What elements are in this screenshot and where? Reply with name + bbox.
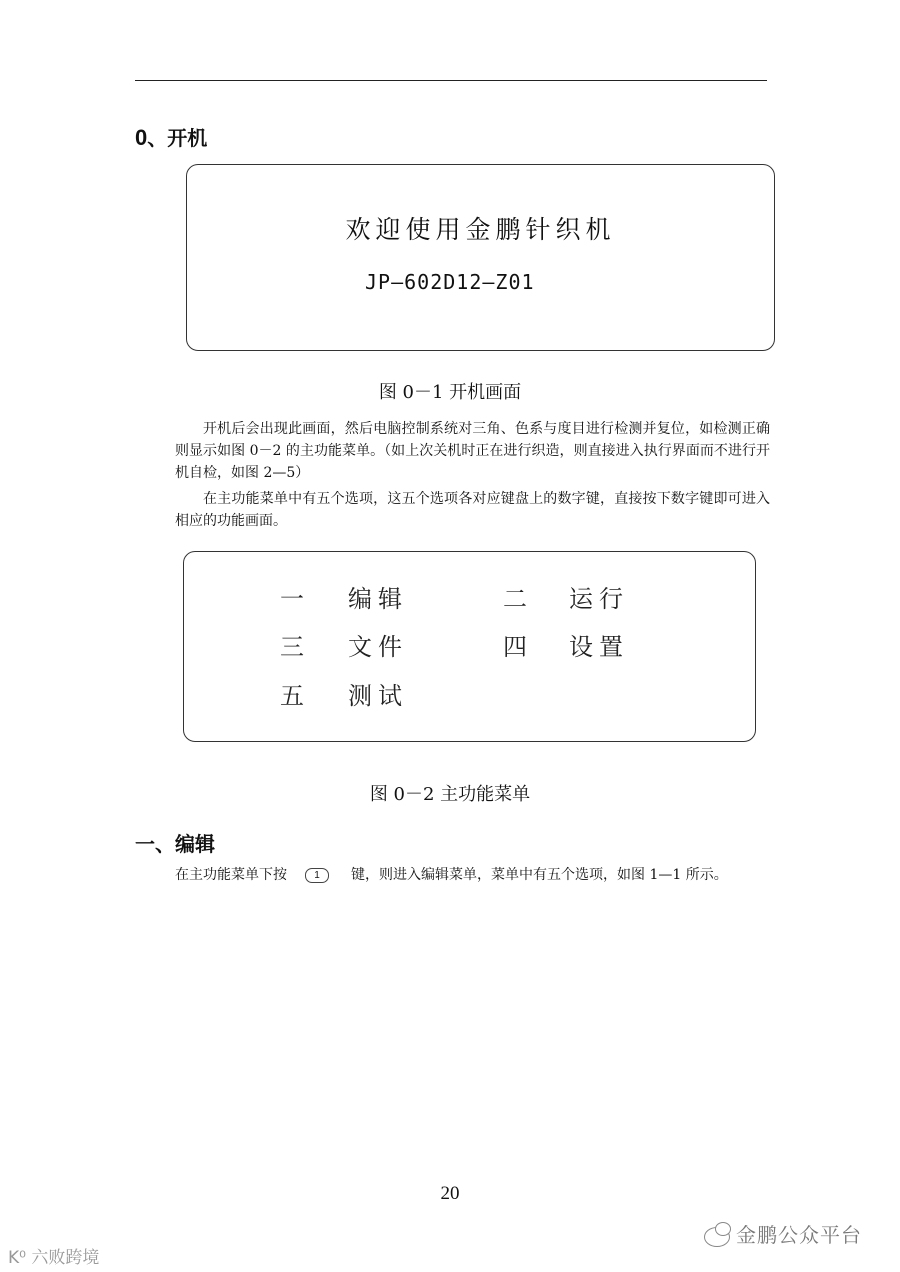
menu-item-label: 运行: [569, 585, 629, 613]
watermark-platform: [704, 1219, 862, 1248]
menu-item-label: 文件: [348, 633, 408, 661]
menu-item-label: 设置: [569, 633, 629, 661]
startup-screen-figure: [186, 164, 775, 351]
section-heading-edit: 一、编辑: [135, 832, 215, 856]
section-heading-startup: [135, 122, 207, 151]
section-number: 0: [135, 125, 148, 150]
menu-item-num: 四: [503, 633, 533, 661]
wechat-icon: [704, 1227, 730, 1247]
paragraph-text: 开机后会出现此画面，然后电脑控制系统对三角、色系与度目进行检测并复位，如检测正确则显示如图 0－2 的主功能菜单。（如上次关机时正在进行织造，则直接进入执行界面而不进行开机自检，如图 2—5）: [175, 421, 770, 481]
paragraph-menu-desc: [175, 488, 770, 532]
watermark-corner: K⁰ 六败跨境: [8, 1248, 100, 1268]
section-separator: 、: [147, 126, 168, 150]
section-title: 开机: [167, 126, 208, 150]
menu-item-label: 编辑: [348, 585, 408, 613]
paragraph-edit-desc: [175, 864, 770, 886]
paragraph-text-before: 在主功能菜单下按: [175, 867, 287, 883]
menu-item-label: 测试: [348, 682, 408, 710]
menu-item-num: 二: [503, 585, 533, 613]
menu-item-num: 三: [280, 633, 310, 661]
paragraph-startup-desc: [175, 418, 770, 484]
menu-item-num: 五: [280, 682, 310, 710]
key-1-icon: 1: [305, 868, 329, 883]
welcome-title: 欢迎使用金鹏针织机: [345, 215, 616, 244]
page-number: 20: [440, 1183, 460, 1204]
main-menu-figure: [183, 551, 756, 742]
watermark-text: 金鹏公众平台: [736, 1223, 862, 1247]
figure-caption-0-1: 图 0－1 开机画面: [378, 382, 522, 403]
paragraph-text: 在主功能菜单中有五个选项，这五个选项各对应键盘上的数字键，直接按下数字键即可进入相应的功能画面。: [175, 491, 770, 529]
paragraph-text-after: 键，则进入编辑菜单，菜单中有五个选项，如图 1—1 所示。: [351, 867, 728, 883]
figure-caption-0-2: 图 0－2 主功能菜单: [369, 784, 531, 805]
header-rule: [135, 80, 767, 81]
menu-item-num: 一: [280, 585, 310, 613]
model-number: JP—602D12—Z01: [365, 270, 535, 294]
